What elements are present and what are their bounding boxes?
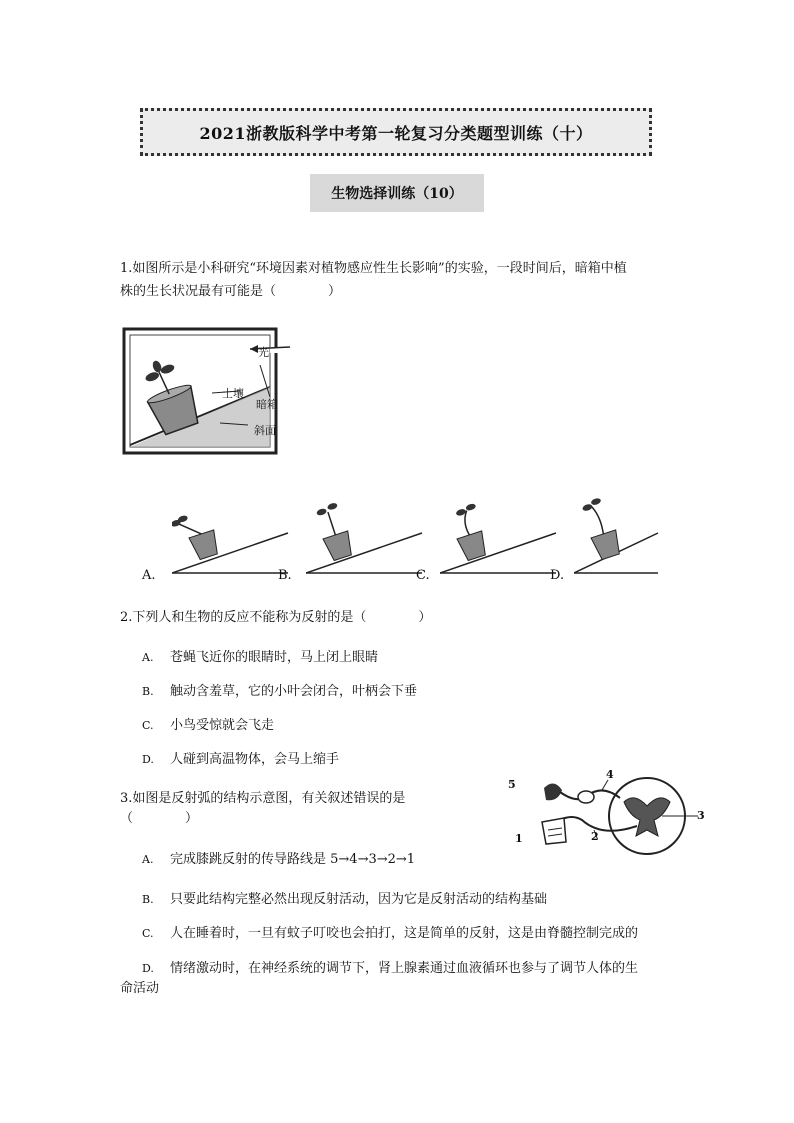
slope-fill [130, 387, 270, 447]
pointer-4 [602, 780, 608, 790]
q3-option-a-letter: A. [142, 853, 154, 866]
q1-label-light: 光 [258, 346, 269, 359]
q2-option-b-letter: B. [142, 685, 154, 698]
potted-plant [135, 352, 203, 436]
q2-option-d-letter: D. [142, 753, 154, 766]
q2-option-d-text: 人碰到高温物体，会马上缩手 [170, 752, 340, 767]
q3-option-b-text: 只要此结构完整必然出现反射活动，因为它是反射活动的结构基础 [170, 892, 548, 907]
q1-option-c-label[interactable]: C. [416, 568, 430, 583]
page-title: 2021浙教版科学中考第一轮复习分类题型训练（十） [199, 123, 593, 143]
q3-option-b[interactable] [142, 891, 547, 909]
q3-stem-line1: 3.如图是反射弧的结构示意图，有关叙述错误的是 [120, 791, 406, 806]
q3-option-a-text: 完成膝跳反射的传导路线是 5→4→3→2→1 [170, 852, 416, 867]
q3-option-c-letter: C. [142, 927, 154, 940]
q3-option-d-letter: D. [142, 962, 154, 975]
q2-option-c-letter: C. [142, 719, 154, 732]
light-arrowhead-icon [250, 345, 258, 353]
q2-option-c[interactable] [142, 717, 274, 735]
gray-matter [624, 798, 670, 836]
q3-option-d[interactable] [142, 960, 682, 978]
q2-option-b-text: 触动含羞草，它的小叶会闭合，叶柄会下垂 [170, 684, 418, 699]
q3-label-3: 3 [697, 809, 705, 822]
q3-option-c[interactable] [142, 925, 638, 943]
q3-label-2: 2 [591, 830, 599, 843]
q3-option-d-text-cont: 命活动 [120, 981, 160, 996]
q1-option-b-figure [306, 500, 424, 577]
receptor-5 [544, 783, 562, 800]
q3-label-1: 1 [515, 832, 523, 845]
q3-label-5: 5 [508, 778, 516, 791]
q3-stem-line2: （ ） [120, 811, 199, 826]
q1-option-c-figure [440, 500, 558, 577]
q2-option-a[interactable] [142, 649, 378, 667]
effector-1 [542, 818, 566, 844]
q2-stem: 2.下列人和生物的反应不能称为反射的是（ ） [120, 610, 432, 625]
q1-stem-line1: 1.如图所示是小科研究“环境因素对植物感应性生长影响”的实验，一段时间后，暗箱中植 [120, 261, 627, 276]
q3-label-4: 4 [606, 768, 614, 781]
section-subtitle: 生物选择训练（10） [331, 186, 463, 202]
q2-option-a-letter: A. [142, 651, 154, 664]
q3-reflex-arc-figure [502, 768, 712, 856]
q1-option-d-figure [574, 495, 692, 577]
q1-label-box: 暗箱 [256, 398, 278, 411]
efferent-nerve-2 [560, 817, 637, 831]
q3-option-b-letter: B. [142, 893, 154, 906]
q2-option-b[interactable] [142, 683, 417, 701]
q1-label-soil: 土壤 [222, 387, 244, 400]
q3-option-c-text: 人在睡着时，一旦有蚊子叮咬也会拍打，这是简单的反射，这是由脊髓控制完成的 [170, 926, 639, 941]
q3-option-a[interactable] [142, 851, 415, 869]
q2-option-c-text: 小鸟受惊就会飞走 [170, 718, 275, 733]
page-title-box [140, 108, 652, 156]
q1-option-a-figure [172, 505, 290, 577]
q1-option-d-label[interactable]: D. [550, 568, 565, 583]
q1-label-slope: 斜面 [254, 424, 276, 437]
q2-option-a-text: 苍蝇飞近你的眼睛时，马上闭上眼睛 [170, 650, 379, 665]
q1-stem-line2: 株的生长状况最有可能是（ ） [120, 284, 342, 299]
ganglion [578, 791, 594, 803]
section-subtitle-box [310, 174, 484, 212]
q1-option-a-label[interactable]: A. [142, 568, 156, 583]
q3-option-d-text: 情绪激动时，在神经系统的调节下，肾上腺素通过血液循环也参与了调节人体的生 [170, 961, 639, 976]
q1-option-b-label[interactable]: B. [278, 568, 292, 583]
q2-option-d[interactable] [142, 751, 339, 769]
